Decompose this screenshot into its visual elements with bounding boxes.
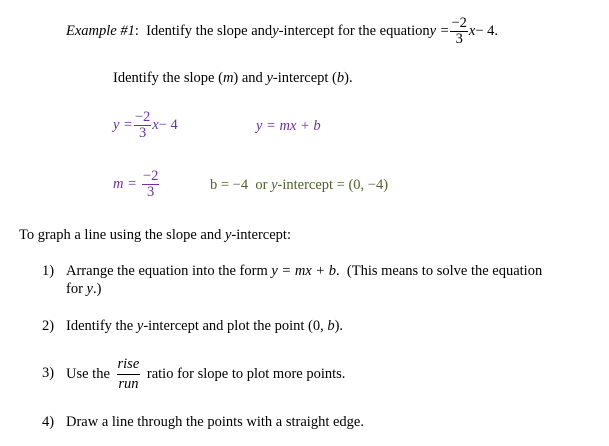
graph-heading: [19, 227, 291, 244]
instruction-y: y: [266, 70, 273, 86]
rise-label: rise: [117, 355, 141, 375]
step-2-text-a: Identify the: [66, 318, 137, 334]
example-tail: − 4.: [475, 23, 499, 40]
example-frac-den: 3: [455, 31, 463, 48]
graph-heading-text-2: -intercept:: [231, 227, 291, 243]
instruction-text-4: ).: [344, 70, 353, 86]
run-label: run: [118, 375, 139, 392]
step-1-number: 1): [42, 263, 55, 279]
example-line: [66, 16, 498, 47]
step-1-text-b: . (This means to solve the equation: [336, 263, 543, 279]
eq-left-x: x: [152, 117, 159, 134]
example-frac-num: −2: [451, 15, 467, 31]
slope-den: 3: [146, 184, 155, 201]
instruction-b: b: [336, 70, 345, 86]
eq-left-fraction: [134, 110, 151, 141]
eq-left-den: 3: [138, 125, 147, 142]
example-eq-lhs: y =: [429, 23, 450, 40]
step-3-text-a: Use the: [66, 365, 114, 382]
slope-fraction: [142, 169, 159, 200]
example-colon: :: [134, 23, 147, 40]
step-3-text-b: ratio for slope to plot more points.: [143, 365, 346, 382]
step-2-number: 2): [42, 318, 55, 334]
step-2-b: b: [327, 318, 335, 334]
equation-right: y = mx + b: [256, 118, 321, 134]
instruction-text-3: -intercept (: [272, 70, 337, 86]
example-label: Example #1: [66, 23, 135, 40]
step-1-line-2: [66, 281, 101, 298]
rise-run-fraction: [117, 355, 141, 394]
instruction-m: m: [222, 70, 234, 86]
instruction-text-1: Identify the slope (: [113, 70, 223, 86]
instruction-text-2: ) and: [233, 70, 267, 86]
eq-left-lhs: y =: [113, 117, 133, 134]
intercept-y: y: [271, 177, 278, 193]
step-2-text: [66, 318, 343, 335]
eq-left-num: −2: [134, 109, 151, 125]
step-3-text: [66, 355, 345, 394]
intercept-text-1: b = −4 or: [210, 177, 272, 193]
example-text: Identify the slope and: [146, 23, 273, 40]
step-1-y: y: [86, 281, 93, 297]
example-text2: -intercept for the equation: [278, 23, 430, 40]
graph-heading-text-1: To graph a line using the slope and: [19, 227, 225, 243]
example-x: x: [468, 23, 476, 40]
instruction-line: [113, 70, 353, 87]
step-2-y: y: [136, 318, 144, 334]
step-1-text-d: .): [92, 281, 102, 297]
step-1-equation: y = mx + b: [271, 263, 337, 279]
graph-heading-y: y: [224, 227, 232, 243]
eq-left-tail: − 4: [158, 117, 178, 134]
step-2-text-c: ).: [334, 318, 344, 334]
step-4-text: Draw a line through the points with a straight edge.: [66, 414, 364, 430]
intercept-text-2: -intercept = (0, −4): [277, 177, 389, 193]
example-y: y: [272, 23, 279, 40]
slope-lhs: m =: [113, 176, 137, 193]
step-1-text-a: Arrange the equation into the form: [66, 263, 272, 279]
step-4-number: 4): [42, 414, 55, 430]
step-1-text-c: for: [66, 281, 87, 297]
step-1-line-1: [66, 263, 542, 280]
intercept-value: [210, 177, 388, 194]
equation-left: [113, 110, 178, 141]
slope-num: −2: [142, 168, 159, 184]
step-2-text-b: -intercept and plot the point (0,: [143, 318, 328, 334]
step-3-number: 3): [42, 365, 55, 381]
slope-value: [113, 169, 160, 200]
example-fraction: [450, 16, 467, 47]
